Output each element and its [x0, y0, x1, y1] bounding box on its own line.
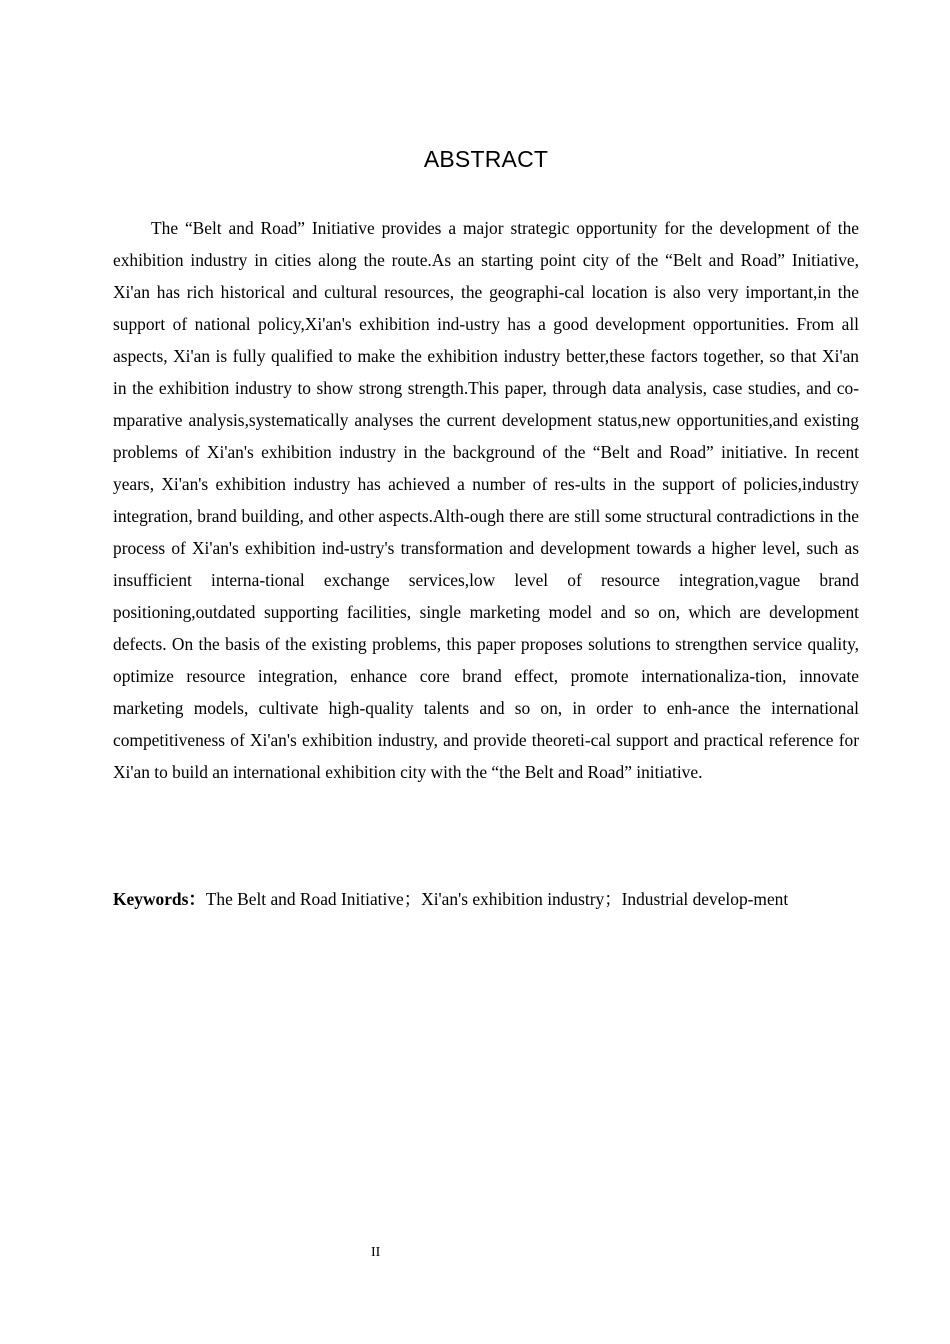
- abstract-paragraph: The “Belt and Road” Initiative provides a major strategic opportunity for the development of the exhibition industry in cities along the route.As an starting point city of the “Belt and Road” Initiative, Xi'an has rich historical and cultural resources, the geographi-cal location is also very important,in the support of national policy,Xi'an's exhibition ind-ustry has a good development opportunities. From all aspects, Xi'an is fully qualified to make the exhibition industry better,these factors together, so that Xi'an in the exhibition industry to show strong strength.This paper, through data analysis, case studies, and co-mparative analysis,systematically analyses the current development status,new opportunities,and existing problems of Xi'an's exhibition industry in the background of the “Belt and Road” initiative. In recent years, Xi'an's exhibition industry has achieved a number of res-ults in the support of policies,industry integration, brand building, and other aspects.Alth-ough there are still some structural contradictions in the process of Xi'an's exhibition ind-ustry's transformation and development towards a higher level, such as insufficient interna-tional exchange services,low level of resource integration,vague brand positioning,outdated supporting facilities, single marketing model and so on, which are development defects. On the basis of the existing problems, this paper proposes solutions to strengthen service quality, optimize resource integration, enhance core brand effect, promote internationaliza-tion, innovate marketing models, cultivate high-quality talents and so on, in order to enh-ance the international competitiveness of Xi'an's exhibition industry, and provide theoreti-cal support and practical reference for Xi'an to build an international exhibition city with the “the Belt and Road” initiative.: [113, 218, 859, 782]
- keywords-line: [113, 883, 859, 915]
- page-number: II: [371, 1245, 381, 1260]
- keywords-text: The Belt and Road Initiative；Xi'an's exhibition industry；Industrial develop-ment: [205, 889, 789, 909]
- page-title: ABSTRACT: [423, 146, 549, 172]
- keywords-label: Keywords：: [113, 889, 206, 909]
